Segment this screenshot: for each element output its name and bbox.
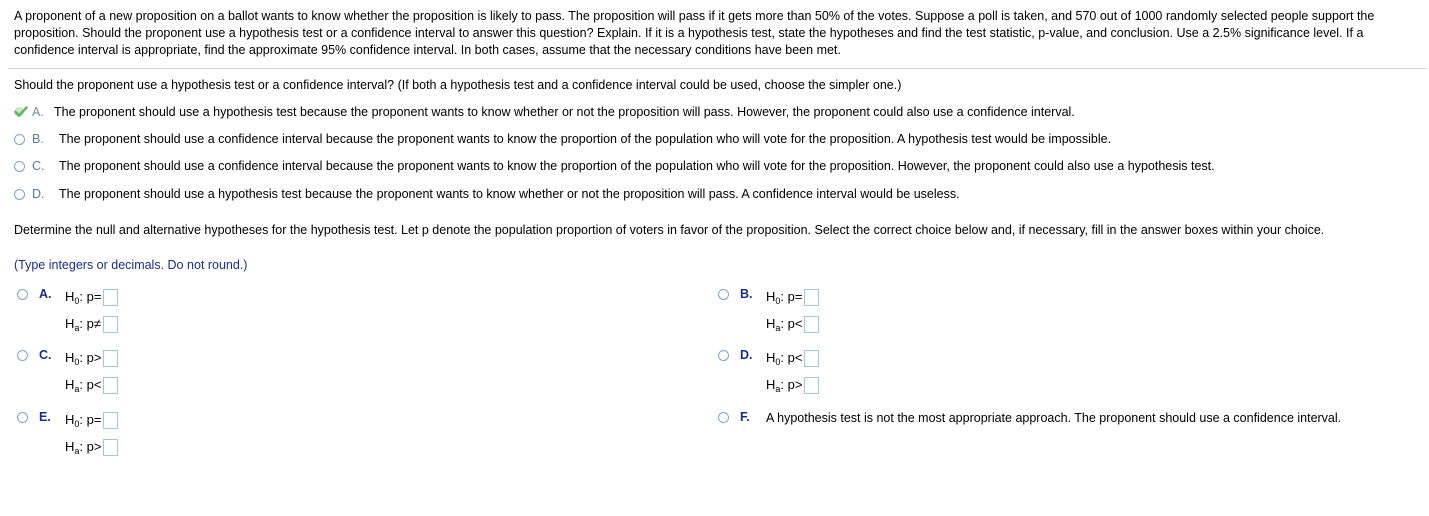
divider [8, 68, 1426, 69]
h0-p: : p [79, 289, 94, 304]
checkmark-icon [14, 105, 28, 123]
ha-operator: < [794, 316, 803, 331]
h0-label: H [65, 412, 75, 427]
ha-p: : p [79, 377, 94, 392]
ha-p: : p [79, 439, 94, 454]
alt-hypothesis [766, 314, 819, 334]
alt-hypothesis [65, 437, 118, 457]
ha-label: H [766, 377, 776, 392]
ha-operator: ≠ [93, 316, 102, 331]
hyp-option-f[interactable] [718, 410, 1408, 450]
ha-sub: a [775, 384, 781, 394]
ha-sub: a [74, 446, 80, 456]
choice-d[interactable] [14, 185, 960, 203]
h0-label: H [65, 289, 75, 304]
ha-operator: < [93, 377, 102, 392]
h0-p: : p [780, 289, 795, 304]
ha-sub: a [775, 323, 781, 333]
h0-answer-box[interactable] [103, 412, 118, 429]
choice-text: The proponent should use a hypothesis test because the proponent wants to know whether or not the proposition will pass. A confidence interval would be useless. [59, 187, 960, 201]
choice-letter: D. [32, 187, 45, 201]
choice-text: The proponent should use a hypothesis test because the proponent wants to know whether or not the proposition will pass. However, the proponent could also use a confidence interval. [54, 105, 1075, 119]
ha-label: H [766, 316, 776, 331]
choice-text: The proponent should use a confidence interval because the proponent wants to know the proportion of the population who will vote for the proposition. However, the proponent could also use a hypothesis test. [59, 159, 1215, 173]
h0-operator: > [93, 350, 102, 365]
h0-label: H [65, 350, 75, 365]
radio-button[interactable] [14, 134, 25, 145]
h0-answer-box[interactable] [804, 350, 819, 367]
radio-button[interactable] [14, 161, 25, 172]
h0-operator: = [93, 289, 102, 304]
hyp-option-d[interactable] [718, 348, 1318, 398]
answer-format-note: (Type integers or decimals. Do not round.) [14, 258, 248, 272]
h0-sub: 0 [775, 357, 781, 367]
null-hypothesis [766, 287, 819, 307]
hyp-option-c[interactable] [17, 348, 617, 398]
question-2-prompt: Determine the null and alternative hypotheses for the hypothesis test. Let p denote the population proportion of voters in favor of the proposition. Select the correct choice below and, if necessary, fill in the answer boxes within your choice. [14, 223, 1325, 237]
h0-sub: 0 [74, 357, 80, 367]
alt-hypothesis [766, 375, 819, 395]
ha-label: H [65, 377, 75, 392]
radio-button[interactable] [17, 350, 28, 361]
ha-label: H [65, 316, 75, 331]
ha-sub: a [74, 384, 80, 394]
h0-answer-box[interactable] [103, 350, 118, 367]
alt-hypothesis [65, 375, 118, 395]
ha-answer-box[interactable] [103, 316, 118, 333]
choice-text: The proponent should use a confidence interval because the proponent wants to know the proportion of the population who will vote for the proposition. A hypothesis test would be impossible. [59, 132, 1112, 146]
radio-button[interactable] [718, 412, 729, 423]
option-letter: B. [740, 287, 753, 301]
h0-operator: = [93, 412, 102, 427]
hyp-option-e[interactable] [17, 410, 617, 460]
alt-hypothesis [65, 314, 118, 334]
ha-answer-box[interactable] [804, 316, 819, 333]
h0-sub: 0 [74, 296, 80, 306]
hyp-option-b[interactable] [718, 287, 1318, 337]
choice-letter: A. [32, 105, 44, 119]
radio-button[interactable] [17, 289, 28, 300]
problem-statement: A proponent of a new proposition on a ballot wants to know whether the proposition is likely to pass. The proposition will pass if it gets more than 50% of the votes. Suppose a poll is taken, and 570 out of 1000 randomly selected people support the proposition. Should the proponent use a hypothesis test or a confidence interval to answer this question? Explain. If it is a hypothesis test, state the hypotheses and find the test statistic, p-value, and conclusion. Use a 2.5% significance level. If a confidence interval is appropriate, find the approximate 95% confidence interval. In both cases, assume that the necessary conditions have been met. [14, 9, 1375, 57]
ha-p: : p [780, 316, 795, 331]
h0-p: : p [79, 412, 94, 427]
option-f-text: A hypothesis test is not the most appropriate approach. The proponent should use a confidence interval. [766, 411, 1342, 425]
choice-letter: C. [32, 159, 45, 173]
choice-c[interactable] [14, 157, 1215, 175]
h0-operator: = [794, 289, 803, 304]
h0-label: H [766, 289, 776, 304]
h0-p: : p [780, 350, 795, 365]
h0-operator: < [794, 350, 803, 365]
ha-operator: > [794, 377, 803, 392]
ha-answer-box[interactable] [103, 377, 118, 394]
ha-answer-box[interactable] [804, 377, 819, 394]
choice-a[interactable] [14, 103, 1075, 121]
radio-button[interactable] [718, 350, 729, 361]
option-letter: E. [39, 410, 51, 424]
h0-sub: 0 [775, 296, 781, 306]
ha-p: : p [780, 377, 795, 392]
null-hypothesis [766, 348, 819, 368]
option-letter: D. [740, 348, 753, 362]
ha-sub: a [74, 323, 80, 333]
choice-b[interactable] [14, 130, 1111, 148]
option-letter: A. [39, 287, 52, 301]
h0-label: H [766, 350, 776, 365]
null-hypothesis [65, 410, 118, 430]
radio-button[interactable] [14, 189, 25, 200]
radio-button[interactable] [718, 289, 729, 300]
ha-operator: > [93, 439, 102, 454]
choice-letter: B. [32, 132, 44, 146]
option-letter: C. [39, 348, 52, 362]
h0-answer-box[interactable] [103, 289, 118, 306]
ha-answer-box[interactable] [103, 439, 118, 456]
hyp-option-a[interactable] [17, 287, 617, 337]
ha-label: H [65, 439, 75, 454]
radio-button[interactable] [17, 412, 28, 423]
option-letter: F. [740, 410, 750, 424]
ha-p: : p [79, 316, 94, 331]
null-hypothesis [65, 348, 118, 368]
h0-sub: 0 [74, 419, 80, 429]
h0-answer-box[interactable] [804, 289, 819, 306]
question-1-prompt: Should the proponent use a hypothesis test or a confidence interval? (If both a hypothesis test and a confidence interval could be used, choose the simpler one.) [14, 78, 902, 92]
h0-p: : p [79, 350, 94, 365]
null-hypothesis [65, 287, 118, 307]
